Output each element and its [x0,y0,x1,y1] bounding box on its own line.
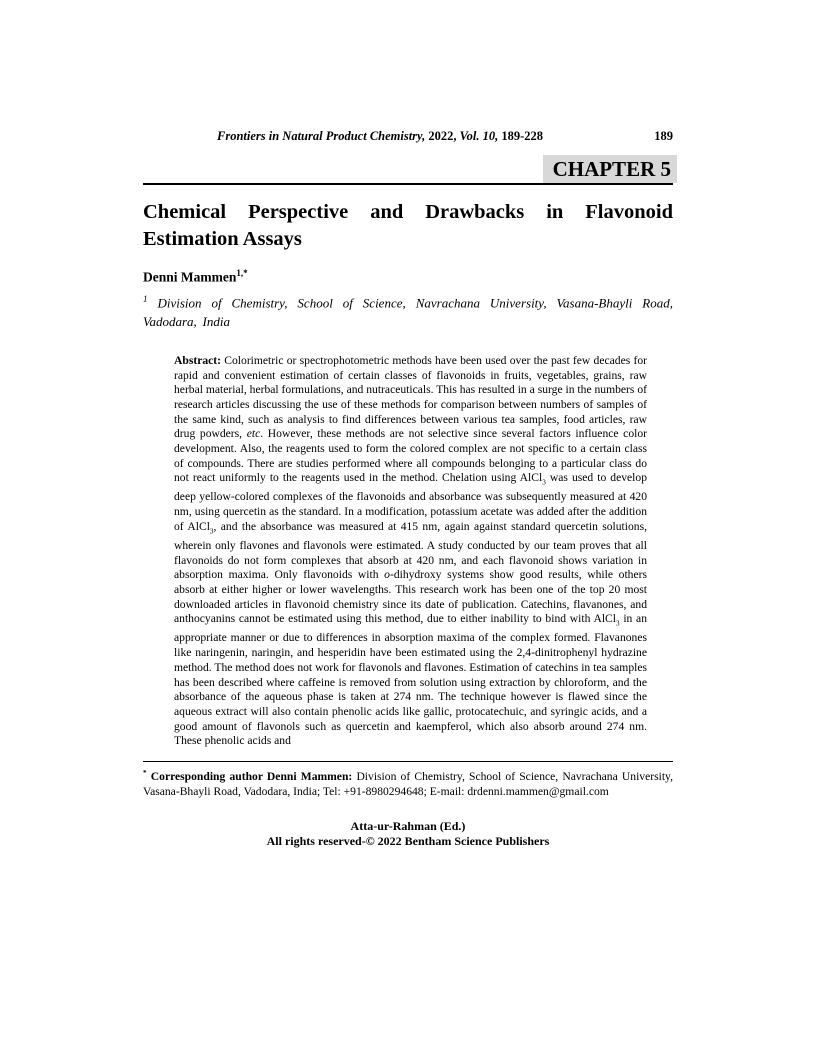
running-head [143,128,673,145]
affiliation-line [143,290,673,331]
affiliation-marker: 1 [143,293,148,304]
footer-editor-line: Atta-ur-Rahman (Ed.) [350,818,466,833]
corresponding-author-footnote: * Corresponding author Denni Mammen: Division of Chemistry, School of Science, Navrachana University, Vasana-Bhayli Road, Vadodara, India; Tel: +91-8980294648; E-mail: drdenni.mammen@gmail.com [143,769,673,798]
footer-rights-line: All rights reserved-© 2022 Bentham Science Publishers [266,834,550,849]
author-line [143,265,673,286]
affiliation-text: Division of Chemistry, School of Science, Navrachana University, Vasana-Bhayli Road, Vadodara, India [143,294,673,329]
chapter-banner: CHAPTER 5 [543,155,677,183]
footnote-rule [143,761,673,762]
author-name: Denni Mammen [143,269,237,285]
journal-citation: Frontiers in Natural Product Chemistry, 2022, Vol. 10, 189-228 [217,129,543,143]
page-content [143,128,673,850]
page-number: 189 [654,129,673,143]
abstract-paragraph: Abstract: Colorimetric or spectrophotometric methods have been used over the past few decades for rapid and convenient estimation of certain classes of flavonoids in fruits, vegetables, grains, raw herbal material, herbal formulations, and nutraceuticals. This has resulted in a surge in the numbers of research articles discussing the use of these methods for comparison between numbers of samples of the same kind, such as analysis to find differences between various tea samples, food articles, raw drug powders, etc. However, these methods are not selective since several factors influence color development. Also, the reagents used to form the colored complex are not specific to a certain class of compounds. There are studies performed where all compounds belonging to a particular class do not react uniformly to the reagents used in the method. Chelation using AlCl$_3$ was used to develop deep yellow-colored complexes of the flavonoids and absorbance was subsequently measured at 420 nm, using quercetin as the standard. In a modification, potassium acetate was added after the addition of AlCl$_3$, and the absorbance was measured at 415 nm, again against standard quercetin solutions, wherein only flavones and flavonols were estimated. A study conducted by our team proves that all flavonoids do not form complexes that absorb at 420 nm, and each flavonoid shows variation in absorption maxima. Only flavonoids with o-dihydroxy systems show good results, while others absorb at either higher or lower wavelengths. This research work has been one of the top 20 most downloaded articles in flavonoid chemistry since its date of publication. Catechins, flavanones, and anthocyanins cannot be estimated using this method, due to either inability to bind with AlCl$_3$ in an appropriate manner or due to differences in absorption maxima of the complex formed. Flavanones like naringenin, naringin, and hesperidin have been estimated using the 2,4-dinitrophenyl hydrazine method. The method does not work for flavonols and flavones. Estimation of catechins in tea samples has been described where caffeine is removed from solution using extraction by chloroform, and the absorbance of the aqueous phase is taken at 274 nm. The technique however is flawed since the aqueous extract will also contain phenolic acids like gallic, protocatechuic, and syringic acids, and a good amount of flavonols such as quercetin and kaempferol, which also absorb around 274 nm. These phenolic acids and [174,353,647,748]
header-rule [143,155,673,185]
page-title: Chemical Perspective and Drawbacks in Flavonoid Estimation Assays [143,201,673,250]
page-footer [143,819,673,850]
author-superscript: 1,* [236,268,248,278]
